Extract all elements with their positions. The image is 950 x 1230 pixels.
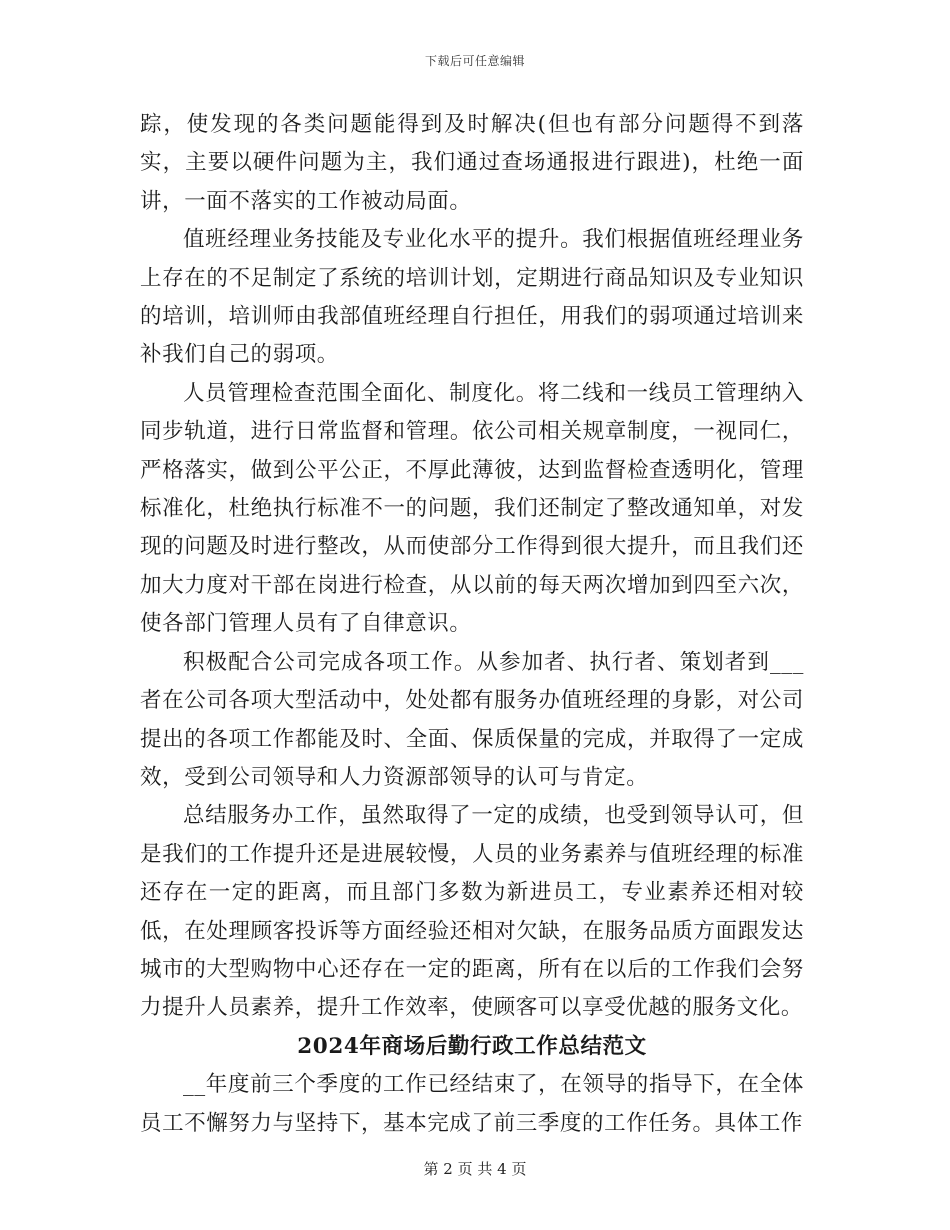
paragraph-personnel-management: 人员管理检查范围全面化、制度化。将二线和一线员工管理纳入同步轨道，进行日常监督和管理。依公司相关规章制度，一视同仁，严格落实，做到公平公正，不厚此薄彼，达到监督检查透明化，管理标准化，杜绝执行标准不一的问题，我们还制定了整改通知单，对发现的问题及时进行整改，从而使部分工作得到很大提升，而且我们还加大力度对干部在岗进行检查，从以前的每天两次增加到四至六次，使各部门管理人员有了自律意识。 <box>140 380 804 637</box>
section-title: 2024年商场后勤行政工作总结范文 <box>297 1033 647 1059</box>
paragraph-cooperation: 积极配合公司完成各项工作。从参加者、执行者、策划者到___者在公司各项大型活动中，处处都有服务办值班经理的身影，对公司提出的各项工作都能及时、全面、保质保量的完成，并取得了一定成效，受到公司领导和人力资源部领导的认可与肯定。 <box>140 649 804 790</box>
paragraph-training: 值班经理业务技能及专业化水平的提升。我们根据值班经理业务上存在的不足制定了系统的培训计划，定期进行商品知识及专业知识的培训，培训师由我部值班经理自行担任，用我们的弱项通过培训来补我们自己的弱项。 <box>140 227 804 368</box>
page-header-note: 下载后可任意编辑 <box>424 54 525 68</box>
document-body <box>140 106 804 1143</box>
page-number: 第 2 页 共 4 页 <box>423 1160 527 1178</box>
paragraph-continuation: 踪，使发现的各类问题能得到及时解决(但也有部分问题得不到落实，主要以硬件问题为主，我们通过查场通报进行跟进)，杜绝一面讲，一面不落实的工作被动局面。 <box>140 112 804 214</box>
paragraph-section-intro: __年度前三个季度的工作已经结束了，在领导的指导下，在全体员工不懈努力与坚持下，基本完成了前三季度的工作任务。具体工作 <box>140 1072 804 1136</box>
paragraph-summary: 总结服务办工作，虽然取得了一定的成绩，也受到领导认可，但是我们的工作提升还是进展较慢，人员的业务素养与值班经理的标准还存在一定的距离，而且部门多数为新进员工，专业素养还相对较低，在处理顾客投诉等方面经验还相对欠缺，在服务品质方面跟发达城市的大型购物中心还存在一定的距离，所有在以后的工作我们会努力提升人员素养，提升工作效率，使顾客可以享受优越的服务文化。 <box>140 803 804 1021</box>
